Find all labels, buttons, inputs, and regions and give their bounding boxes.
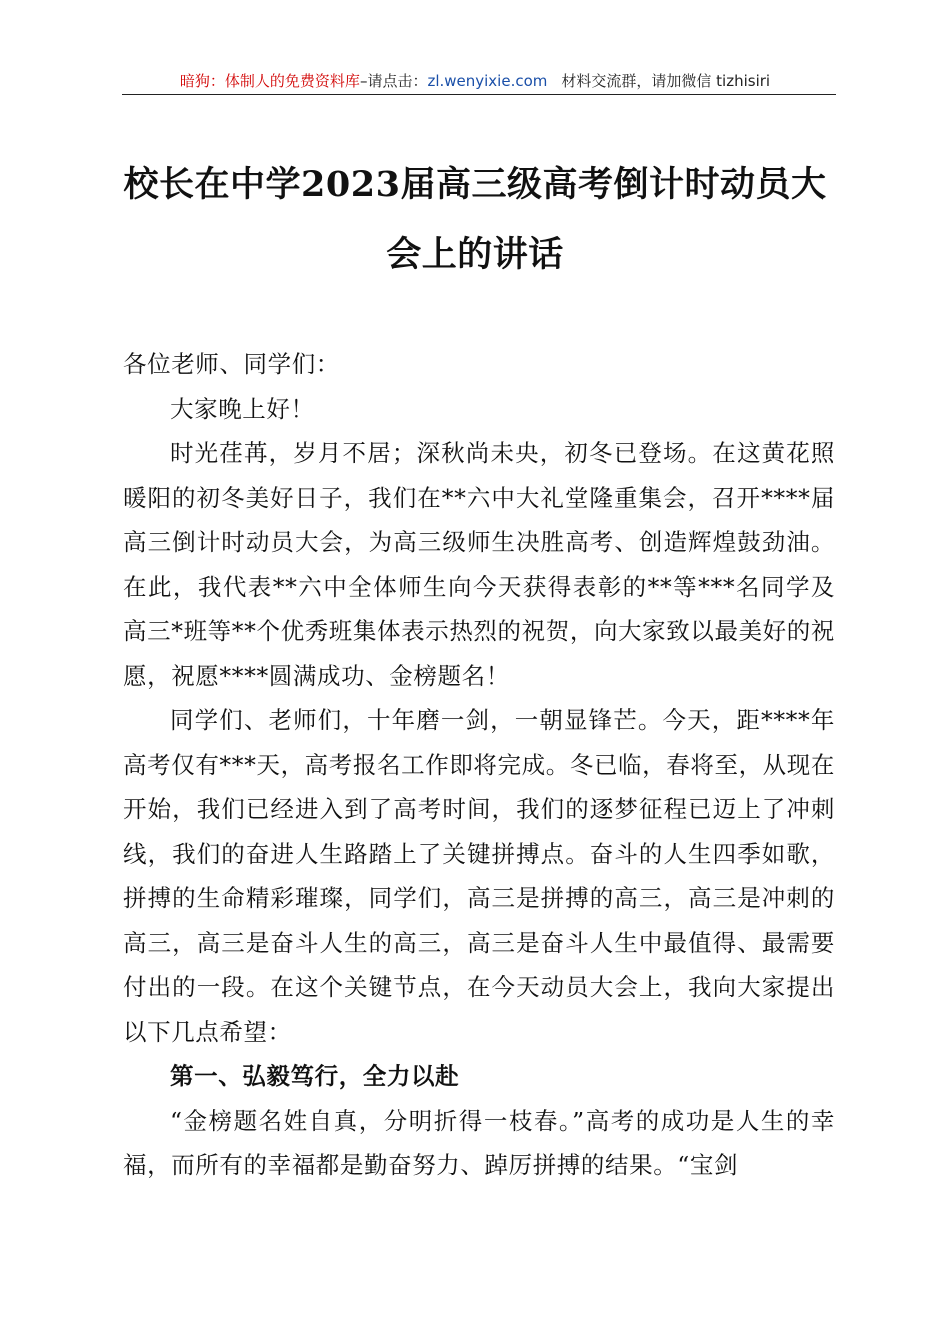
title-line-2: 会上的讲话 <box>386 234 564 275</box>
paragraph-1: 时光荏苒，岁月不居；深秋尚未央，初冬已登场。在这黄花照暖阳的初冬美好日子，我们在**六中大礼堂隆重集会，召开****届高三倒计时动员大会，为高三级师生决胜高考、创造辉煌鼓劲油。在此，我代表**六中全体师生向今天获得表彰的**等***名同学及高三*班等**个优秀班集体表示热烈的祝贺，向大家致以最美好的祝愿，祝愿****圆满成功、金榜题名！ <box>123 439 835 690</box>
title-line-1: 校长在中学2023届高三级高考倒计时动员大 <box>123 164 827 205</box>
header-wechat-note: 材料交流群，请加微信 tizhisiri <box>561 72 771 90</box>
header-site-name: 暗狗：体制人的免费资料库 <box>179 72 360 90</box>
header-link[interactable]: zl.wenyixie.com <box>427 72 548 90</box>
paragraph-2: 同学们、老师们，十年磨一剑，一朝显锋芒。今天，距****年高考仅有***天，高考报名工作即将完成。冬已临，春将至，从现在开始，我们已经进入到了高考时间，我们的逐梦征程已迈上了冲刺线，我们的奋进人生路踏上了关键拼搏点。奋斗的人生四季如歌，拼搏的生命精彩璀璨，同学们，高三是拼搏的高三，高三是冲刺的高三，高三是奋斗人生的高三，高三是奋斗人生中最值得、最需要付出的一段。在这个关键节点，在今天动员大会上，我向大家提出以下几点希望： <box>123 706 835 1046</box>
page-header <box>122 70 828 92</box>
section-heading-1: 第一、弘毅笃行，全力以赴 <box>170 1062 460 1090</box>
greeting: 大家晚上好！ <box>170 394 315 423</box>
document-title <box>100 150 850 290</box>
header-click-prompt: –请点击： <box>359 72 428 90</box>
document-body <box>123 342 835 1188</box>
header-divider <box>122 94 836 95</box>
salutation: 各位老师、同学们： <box>123 350 340 378</box>
paragraph-3: “金榜题名姓自真，分明折得一枝春。”高考的成功是人生的幸福，而所有的幸福都是勤奋努力、踔厉拼搏的结果。“宝剑 <box>123 1106 835 1179</box>
